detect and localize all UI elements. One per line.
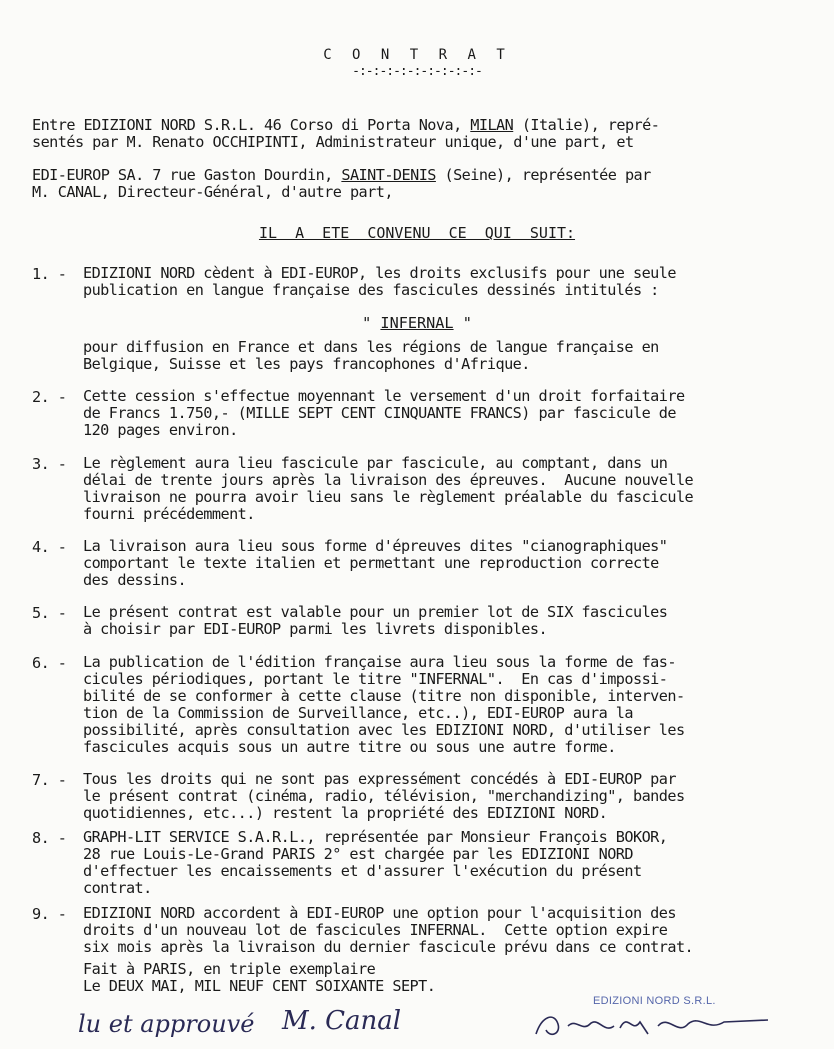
article-9-number: 9. - (32, 905, 67, 923)
party-1-city: MILAN (470, 116, 514, 134)
article-3-number: 3. - (32, 455, 67, 473)
party-2-city: SAINT-DENIS (341, 166, 436, 184)
party-1-text-end: (Italie), repré- (513, 116, 660, 134)
series-title (0, 314, 834, 332)
closing-date: Le DEUX MAI, MIL NEUF CENT SOIXANTE SEPT. (83, 977, 436, 995)
approval-handwriting: lu et approuvé (78, 1010, 255, 1038)
article-3-line: fourni précédemment. (83, 505, 255, 523)
article-2-line: Cette cession s'effectue moyennant le versement d'un droit forfaitaire (83, 387, 685, 405)
quote-close: " (453, 314, 472, 332)
article-9-line: EDIZIONI NORD accordent à EDI-EUROP une option pour l'acquisition des (83, 904, 676, 922)
article-8-number: 8. - (32, 829, 67, 847)
party-2-line-2: M. CANAL, Directeur-Général, d'autre part, (32, 183, 393, 201)
article-6-line: possibilité, après consultation avec les EDIZIONI NORD, d'utiliser les (83, 721, 685, 739)
article-4-number: 4. - (32, 538, 67, 556)
party-1-text: Entre EDIZIONI NORD S.R.L. 46 Corso di Porta Nova, (32, 116, 471, 134)
agreement-heading (0, 224, 834, 242)
article-7-line: le présent contrat (cinéma, radio, télévision, "merchandizing", bandes (83, 787, 685, 805)
article-9-line: six mois après la livraison du dernier fascicule prévu dans ce contrat. (83, 938, 694, 956)
article-7-line: quotidiennes, etc...) restent la propriété des EDIZIONI NORD. (83, 804, 608, 822)
quote-open: " (362, 314, 381, 332)
article-5-line: Le présent contrat est valable pour un premier lot de SIX fascicules (83, 603, 668, 621)
company-stamp: EDIZIONI NORD S.R.L. (593, 995, 716, 1007)
article-6-line: cicules périodiques, portant le titre "INFERNAL". En cas d'impossi- (83, 670, 668, 688)
article-4-line: des dessins. (83, 571, 187, 589)
party-1-line-1 (32, 117, 659, 134)
title-underline: -:-:-:-:-:-:-:-:-:- (352, 64, 482, 79)
party-2-line-1 (32, 167, 651, 184)
article-2-line: 120 pages environ. (83, 421, 238, 439)
series-title-name: INFERNAL (380, 314, 454, 332)
closing-place: Fait à PARIS, en triple exemplaire (83, 960, 376, 978)
article-3-line: délai de trente jours après la livraison des épreuves. Aucune nouvelle (83, 471, 694, 489)
article-3-line: livraison ne pourra avoir lieu sans le règlement préalable du fascicule (83, 488, 694, 506)
article-2-line: de Francs 1.750,- (MILLE SEPT CENT CINQUANTE FRANCS) par fascicule de (83, 404, 676, 422)
article-8-line: 28 rue Louis-Le-Grand PARIS 2° est chargée par les EDIZIONI NORD (83, 845, 633, 863)
article-3-line: Le règlement aura lieu fascicule par fascicule, au comptant, dans un (83, 454, 668, 472)
article-6-number: 6. - (32, 654, 67, 672)
article-5-number: 5. - (32, 604, 67, 622)
agreement-heading-text: IL A ETE CONVENU CE QUI SUIT: (258, 224, 576, 242)
article-6-line: bilité de se conformer à cette clause (titre non disponible, interven- (83, 687, 685, 705)
occhipinti-signature (528, 1004, 778, 1044)
diffusion-line: pour diffusion en France et dans les régions de langue française en (83, 338, 659, 356)
article-1-line: publication en langue française des fascicules dessinés intitulés : (83, 281, 659, 299)
article-8-line: d'effectuer les encaissements et d'assurer l'exécution du présent (83, 862, 642, 880)
article-9-line: droits d'un nouveau lot de fascicules INFERNAL. Cette option expire (83, 921, 668, 939)
canal-signature: M. Canal (282, 1006, 402, 1036)
article-7-line: Tous les droits qui ne sont pas expressément concédés à EDI-EUROP par (83, 770, 676, 788)
article-1-number: 1. - (32, 265, 67, 283)
article-6-line: tion de la Commission de Surveillance, etc..), EDI-EUROP aura la (83, 704, 633, 722)
article-7-number: 7. - (32, 771, 67, 789)
article-8-line: contrat. (83, 879, 152, 897)
party-1-line-2: sentés par M. Renato OCCHIPINTI, Administrateur unique, d'une part, et (32, 133, 634, 151)
party-2-text: EDI-EUROP SA. 7 rue Gaston Dourdin, (32, 166, 342, 184)
article-2-number: 2. - (32, 388, 67, 406)
document-title: C O N T R A T (323, 47, 511, 63)
article-5-line: à choisir par EDI-EUROP parmi les livrets disponibles. (83, 620, 548, 638)
article-4-line: comportant le texte italien et permettant une reproduction correcte (83, 554, 659, 572)
diffusion-line: Belgique, Suisse et les pays francophones d'Afrique. (83, 355, 530, 373)
article-6-line: fascicules acquis sous un autre titre ou sous une autre forme. (83, 738, 616, 756)
article-8-line: GRAPH-LIT SERVICE S.A.R.L., représentée par Monsieur François BOKOR, (83, 828, 668, 846)
article-4-line: La livraison aura lieu sous forme d'épreuves dites "cianographiques" (83, 537, 668, 555)
article-1-line: EDIZIONI NORD cèdent à EDI-EUROP, les droits exclusifs pour une seule (83, 264, 676, 282)
party-2-text-end: (Seine), représentée par (435, 166, 651, 184)
article-6-line: La publication de l'édition française aura lieu sous la forme de fas- (83, 653, 676, 671)
